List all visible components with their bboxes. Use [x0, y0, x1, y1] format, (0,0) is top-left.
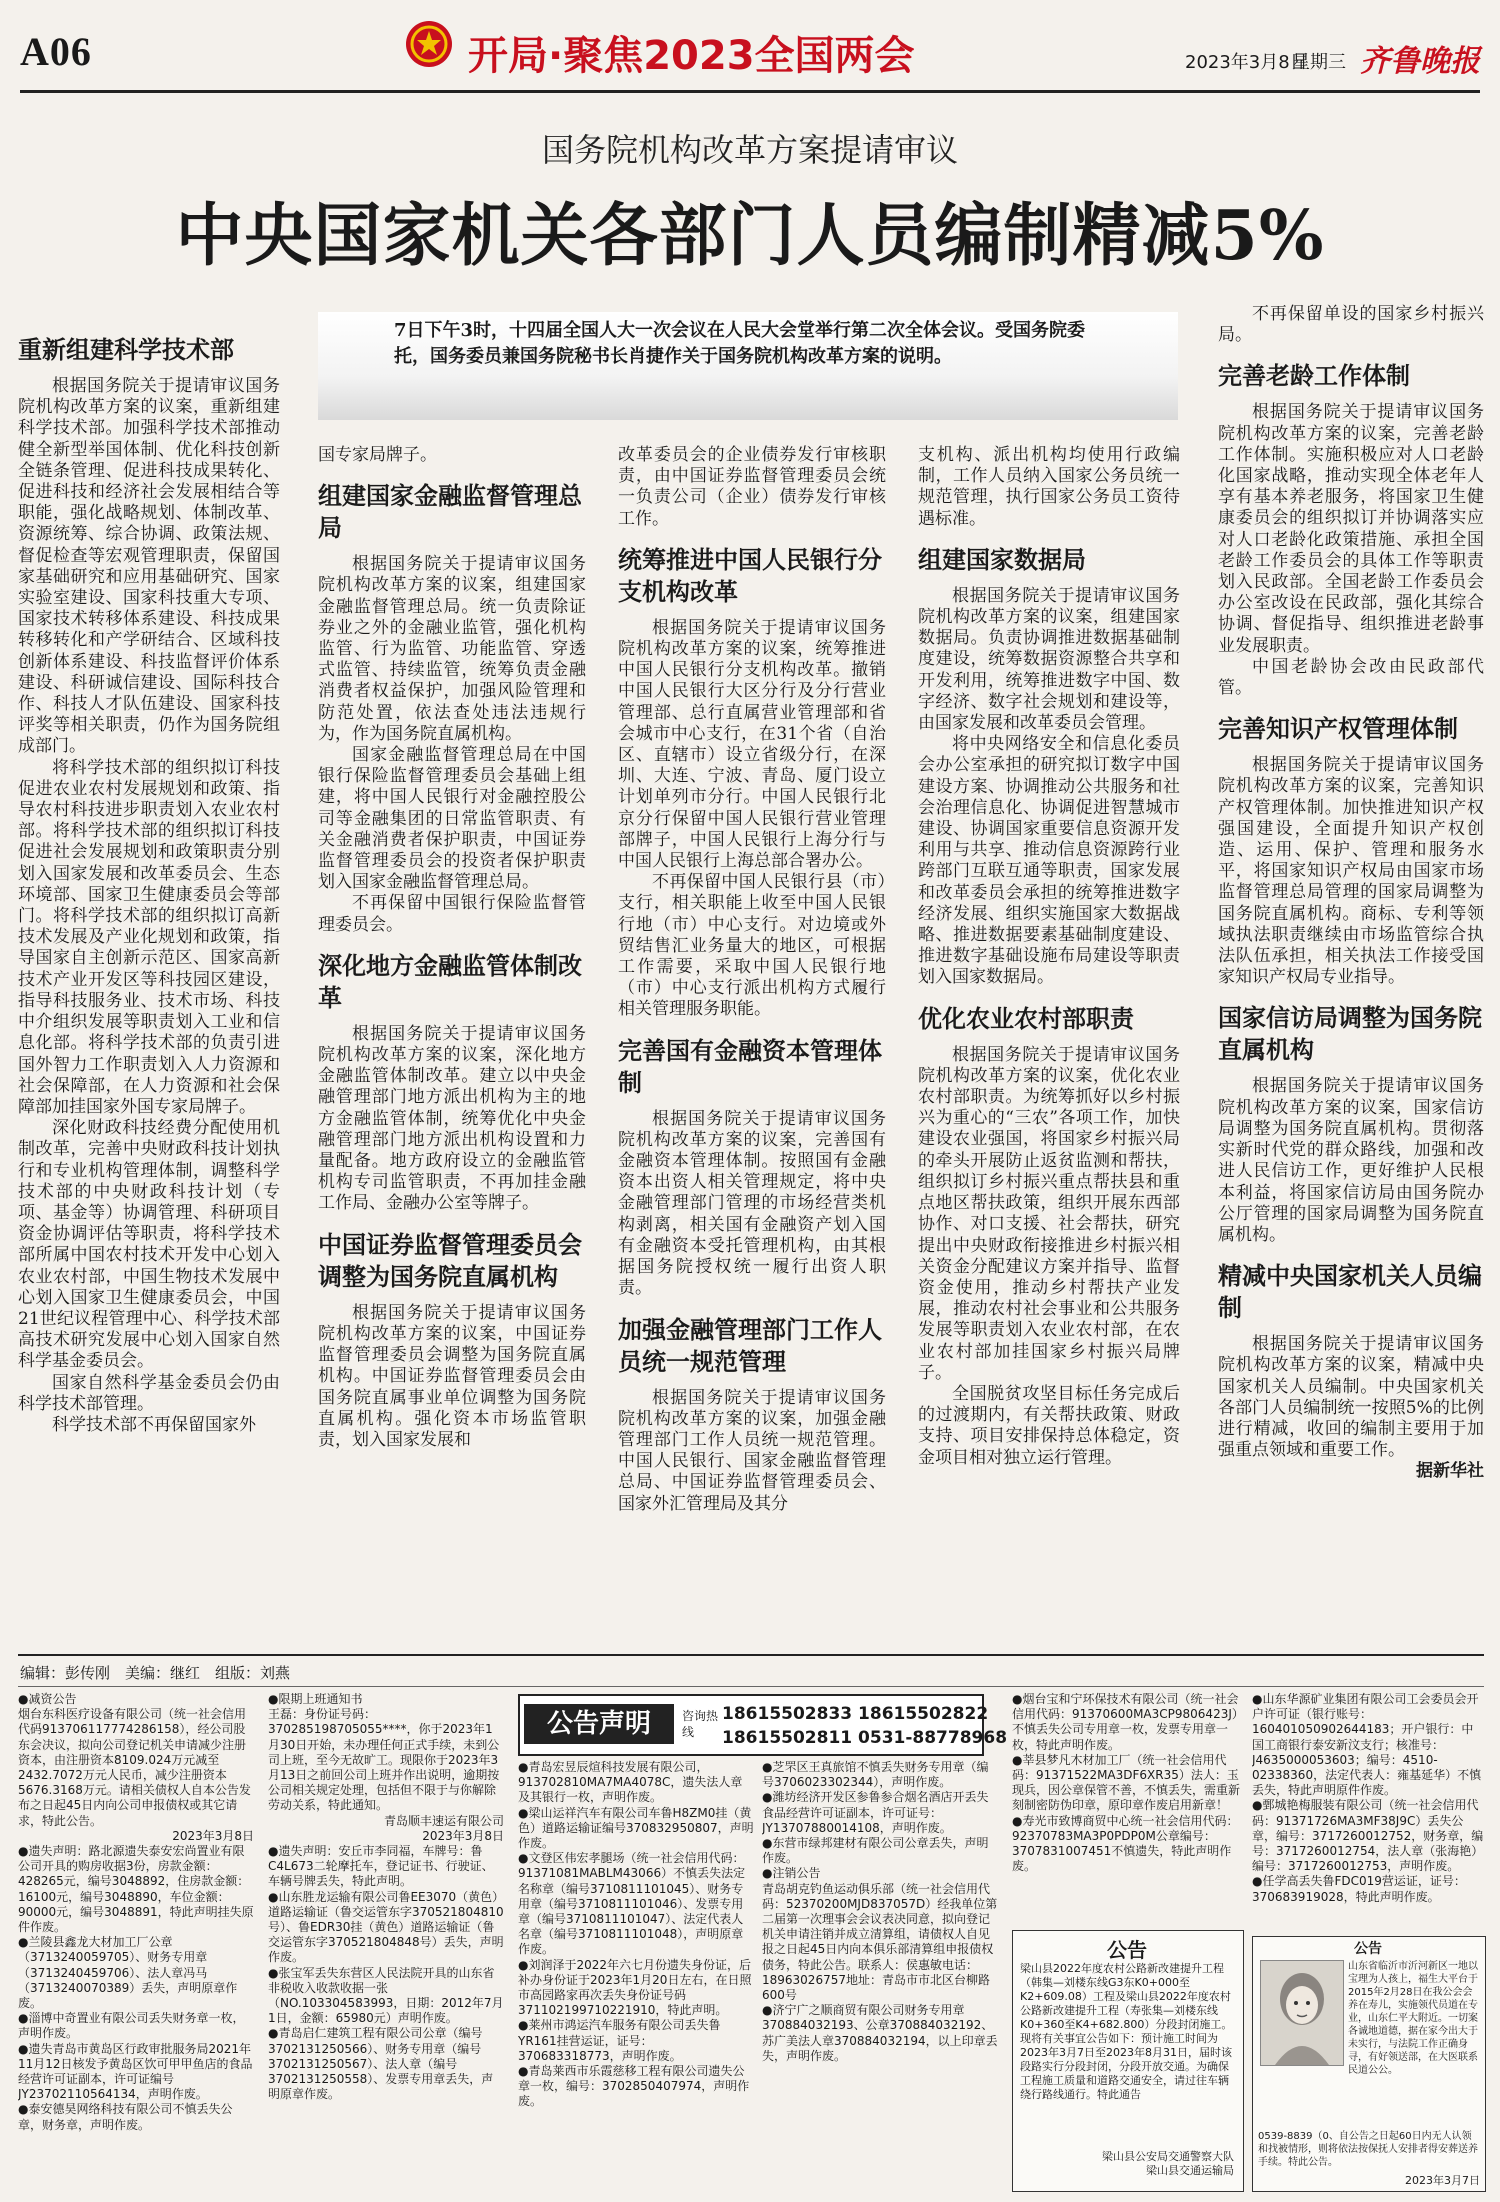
classified-item: ●烟台宝和宁环保技术有限公司（统一社会信用代码：91370600MA3CP9806423J）不慎丢失公司专用章一枚，发票专用章一枚，特此声明作废。 — [1012, 1692, 1239, 1752]
classified-item: ●减资公告 — [18, 1692, 77, 1706]
classified-item: ●遗失声明：安丘市李同福，车牌号：鲁C4L673二轮摩托车，登记证书、行驶证、车辆号牌丢失，特此声明。 — [268, 1844, 494, 1889]
paragraph: 根据国务院关于提请审议国务院机构改革方案的议案，中国证券监督管理委员会调整为国务院直属机构。中国证券监督管理委员会由国务院直属事业单位调整为国务院直属机构。强化资本市场监管职责，划入国家发展和 — [318, 1302, 586, 1450]
phone-line: 18615502833 18615502822 — [722, 1704, 989, 1724]
classified-item: ●济宁广之顺商贸有限公司财务专用章370884032193、公章370884032192、苏广美法人章370884032194，以上印章丢失，声明作废。 — [762, 2003, 998, 2063]
paragraph: 中国老龄协会改由民政部代管。 — [1218, 656, 1484, 699]
section-heading: 完善老龄工作体制 — [1218, 362, 1410, 391]
national-emblem-icon — [405, 20, 453, 68]
paragraph: 科学技术部不再保留国家外 — [52, 1414, 256, 1435]
classified-item: 2023年3月8日 — [422, 1828, 504, 1843]
section-heading: 完善知识产权管理体制 — [1218, 715, 1458, 744]
section-heading: 精减中央国家机关人员编制 — [1218, 1262, 1482, 1323]
article-column-4 — [918, 445, 1180, 1469]
paragraph: 将科学技术部的组织拟订科技促进农业农村发展规划和政策、指导农村科技进步职责划入农业农村部。将科学技术部的组织拟订科技促进社会发展规划和政策职责分别划入国家发展和改革委员会、生态环境部、国家卫生健康委员会等部门。将科学技术部的组织拟订高新技术发展及产业化规划和政策，指导国家自主创新示范区、国家高新技术产业开发区等科技园区建设，指导科技服务业、技术市场、科技中介组织发展等职责划入工业和信息化部。将科学技术部的负责引进国外智力工作职责划入人力资源和社会保障部，在人力资源和社会保障部加挂国家外国专家局牌子。 — [18, 757, 280, 1117]
classified-column-6 — [1252, 1692, 1484, 1932]
paragraph: 支机构、派出机构均使用行政编制，工作人员纳入国家公务员统一规范管理，执行国家公务员工资待遇标准。 — [918, 445, 1180, 529]
section-heading: 国家信访局调整为国务院直属机构 — [1218, 1004, 1482, 1065]
phone-line: 18615502811 0531-88778968 — [722, 1728, 1008, 1748]
article-credit: 据新华社 — [1416, 1461, 1484, 1482]
section-heading: 中国证券监督管理委员会调整为国务院直属机构 — [318, 1230, 582, 1291]
road-notice-title: 公告 — [1107, 1938, 1147, 1962]
section-heading: 组建国家数据局 — [918, 545, 1086, 574]
classified-item: ●梁山运祥汽车有限公司车鲁H8ZM0挂（黄色）道路运输证编号370832950807，声明作废。 — [518, 1805, 754, 1851]
classified-item: 青岛顺丰速运有限公司 — [383, 1813, 504, 1828]
road-notice-body: 梁山县2022年度农村公路新改建提升工程（韩集—刘楼东线G3东K0+000至K2+609.08）工程及梁山县2022年度农村公路新改建提升工程（寿张集—刘楼东线K0+360至K4+682.800）分段封闭施工。现将有关事宜公告如下：预计施工时间为2023年3月7日至2023年8月31日，届时该段路实行分段封闭，分段开放交通。为确保工程施工质量和道路交通安全，请过往车辆绕行路线通行。特此通告 — [1020, 1962, 1233, 2101]
article-column-5 — [1218, 304, 1484, 1483]
classified-item: ●寿光市致博商贸中心统一社会信用代码：92370783MA3P0PDP0M公章编号：3707831007451不慎遗失，特此声明作废。 — [1012, 1813, 1239, 1874]
classified-item: ●芝罘区王真旅馆不慎丢失财务专用章（编号3706023302344），声明作废。 — [762, 1760, 989, 1790]
classified-item: ●限期上班通知书 — [268, 1692, 363, 1706]
article-lead: 7日下午3时，十四届全国人大一次会议在人民大会堂举行第二次全体会议。受国务院委托，国务委员兼国务院秘书长肖捷作关于国务院机构改革方案的说明。 — [394, 320, 1086, 367]
article-column-2 — [318, 445, 586, 1451]
classified-item: ●泰安德昊网络科技有限公司不慎丢失公章，财务章，声明作废。 — [18, 2102, 233, 2132]
foundling-notice-contact: 0539-8839（0、自公告之日起60日内无人认领和找被情形，则将依法按保抚人安排者得安葬送养手续。特此公告。 — [1258, 2131, 1478, 2168]
header-divider — [20, 90, 1480, 93]
paragraph: 不再保留中国银行保险监督管理委员会。 — [318, 893, 586, 935]
classified-column-5 — [1012, 1692, 1242, 1922]
classified-item: ●注销公告 — [762, 1866, 821, 1881]
classified-column-3 — [518, 1760, 754, 2190]
section-heading: 加强金融管理部门工作人员统一规范管理 — [618, 1315, 882, 1376]
article-headline: 中央国家机关各部门人员编制精减5% — [175, 196, 1325, 276]
classified-item: ●青岛宏昱辰煊科技发展有限公司，913702810MA7MA4078C，遗失法人章及其银行一枚，声明作废。 — [518, 1760, 743, 1805]
classified-item: 青岛胡克钓鱼运动俱乐部（统一社会信用代码：52370200MJD837057D）经我单位第二届第一次理事会会议表决同意，拟向登记机关申请注销并成立清算组，请债权人自见报之日起45日内向本俱乐部清算组申报债权债务，特此公告。联系人：侯惠敏电话：18963026757地址：青岛市市北区台柳路600号 — [762, 1881, 998, 2003]
classified-item: ●东营市绿邦建材有限公司公章丢失，声明作废。 — [762, 1836, 989, 1866]
classified-item: 烟台东科医疗设备有限公司（统一社会信用代码913706117774286158），经公司股东会决议，拟向公司登记机关申请减少注册资本，由注册资本8109.024万元减至2432.7072万元人民币，减少注册资本5676.3168万元。请相关债权人自本公告发布之日起45日内向公司申报债权或其它请求，特此公告。 — [18, 1707, 251, 1828]
newspaper-logo: 齐鲁晚报 — [1360, 44, 1480, 79]
paragraph: 根据国务院关于提请审议国务院机构改革方案的议案，国家信访局调整为国务院直属机构。贯彻落实新时代党的群众路线，加强和改进人民信访工作，更好维护人民根本利益，将国家信访局由国务院办公厅管理的国家局调整为国务院直属机构。 — [1218, 1076, 1484, 1245]
editors-divider-top — [18, 1654, 1484, 1656]
paragraph: 根据国务院关于提请审议国务院机构改革方案的议案，优化农业农村部职责。为统筹抓好以乡村振兴为重心的“三农”各项工作，加快建设农业强国，将国家乡村振兴局的牵头开展防止返贫监测和帮扶，组织拟订乡村振兴重点帮扶县和重点地区帮扶政策，组织开展东西部协作、对口支援、社会帮扶，研究提出中央财政衔接推进乡村振兴相关资金分配建议方案并指导、监督资金使用，推动乡村帮扶产业发展，推动农村社会事业和公共服务发展等职责划入农业农村部，在农业农村部加挂国家乡村振兴局牌子。 — [918, 1044, 1180, 1383]
classified-item: ●文登区伟宏孝腿场（统一社会信用代码：91371081MABLM43066）不慎丢失法定名称章（编号3710811101045）、财务专用章（编号3710811101046）、发票专用章（编号3710811101047）、法定代表人名章（编号3710811101048），声明原章作废。 — [518, 1851, 746, 1957]
editors-divider-bottom — [18, 1686, 1484, 1687]
section-heading: 完善国有金融资本管理体制 — [618, 1036, 882, 1097]
notice-banner-title: 公告声明 — [524, 1704, 674, 1744]
classified-item: ●青岛启仁建筑工程有限公司公章（编号3702131250566）、财务专用章（编号3702131250567）、法人章（编号3702131250558）、发票专用章丢失，声明原章作废。 — [268, 2026, 494, 2102]
section-heading: 重新组建科学技术部 — [18, 336, 234, 364]
foundling-notice-date: 2023年3月7日 — [1405, 2174, 1480, 2187]
paragraph: 国专家局牌子。 — [318, 445, 437, 465]
paragraph: 根据国务院关于提请审议国务院机构改革方案的议案，完善国有金融资本管理体制。按照国有金融资本出资人相关管理规定，将中央金融管理部门管理的市场经营类机构剥离，相关国有金融资产划入国有金融资本受托管理机构，由其根据国务院授权统一履行出资人职责。 — [618, 1108, 886, 1299]
article-column-1 — [18, 334, 280, 1436]
editors-credit: 编辑：彭传刚 美编：继红 组版：刘燕 — [20, 1664, 291, 1682]
paragraph: 不再保留中国人民银行县（市）支行，相关职能上收至中国人民银行地（市）中心支行。对边境或外贸结售汇业务量大的地区，可根据工作需要，采取中国人民银行地（市）中心支行派出机构方式履行相关管理服务职能。 — [618, 872, 886, 1020]
classified-item: ●莘县梦凡木材加工厂（统一社会信用代码：91371522MA3DF6XR35）法人：玉现兵，因公章保管不善，不慎丢失，需重新刻制密防伪印章，原印章作废启用新章！ — [1012, 1752, 1241, 1813]
classified-column-2 — [268, 1692, 504, 2190]
paragraph: 根据国务院关于提请审议国务院机构改革方案的议案，组建国家数据局。负责协调推进数据基础制度建设，统筹数据资源整合共享和开发利用，统筹推进数字中国、数字经济、数字社会规划和建设等，由国家发展和改革委员会管理。 — [918, 585, 1180, 734]
section-heading: 统筹推进中国人民银行分支机构改革 — [618, 545, 882, 606]
paragraph: 根据国务院关于提请审议国务院机构改革方案的议案，深化地方金融监管体制改革。建立以中央金融管理部门地方派出机构为主的地方金融监管体制，统筹优化中央金融管理部门地方派出机构设置和力量配备。地方政府设立的金融监管机构专司监管职责，不再加挂金融工作局、金融办公室等牌子。 — [318, 1023, 586, 1214]
section-heading: 深化地方金融监管体制改革 — [318, 951, 582, 1012]
paragraph: 根据国务院关于提请审议国务院机构改革方案的议案，重新组建科学技术部。加强科学技术部推动健全新型举国体制、优化科技创新全链条管理、促进科技成果转化、促进科技和经济社会发展相结合等职能，强化战略规划、体制改革、资源统筹、综合协调、政策法规、督促检查等宏观管理职责，保留国家基础研究和应用基础研究、国家实验室建设、国家科技重大专项、国家技术转移体系建设、科技成果转移转化和产学研结合、区域科技创新体系建设、科技监督评价体系建设、科研诚信建设、国际科技合作、科技人才队伍建设、国家科技评奖等相关职责，仍作为国务院组成部门。 — [18, 376, 280, 757]
child-photo-icon — [1260, 1960, 1344, 2066]
classified-item: ●山东华源矿业集团有限公司工会委员会开户许可证（银行账号：160401050902644183；开户银行：中国工商银行泰安新汶支行；核准号：J4635000053603；编号：4510-02338360，法定代表人：雍基延华）不慎丢失，特此声明原件作废。 — [1252, 1692, 1482, 1798]
classified-item: ●任学高丢失鲁FDC019营运证，证号：370683919028，特此声明作废。 — [1252, 1874, 1466, 1904]
classified-item: ●兰陵县鑫龙大材加工厂公章（3713240059705）、财务专用章（3713240459706）、法人章冯马（3713240070389）丢失，声明原章作废。 — [18, 1935, 238, 2011]
classified-item: 王磊：身份证号码：370285198705055****，你于2023年1月30日开始，未办理任何正式手续，未到公司上班，至今无故旷工。现限你于2023年3月13日之前回公司上班并作出说明，逾期按公司相关规定处理，包括但不限于与你解除劳动关系，特此通知。 — [268, 1707, 500, 1813]
paragraph: 国家金融监督管理总局在中国银行保险监督管理委员会基础上组建，将中国人民银行对金融控股公司等金融集团的日常监管职责、有关金融消费者保护职责，中国证券监督管理委员会的投资者保护职责划入国家金融监督管理总局。 — [318, 745, 586, 893]
paragraph: 不再保留单设的国家乡村振兴局。 — [1218, 304, 1484, 346]
notice-banner-phones — [722, 1702, 1007, 1750]
paragraph: 全国脱贫攻坚目标任务完成后的过渡期内，有关帮扶政策、财政支持、项目安排保持总体稳定，资金项目相对独立运行管理。 — [918, 1383, 1180, 1468]
page-number: A06 — [20, 29, 92, 74]
classified-item: ●张宝军丢失东营区人民法院开具的山东省非税收入收款收据一张（NO.103304583993，日期：2012年7月1日，金额：65980元）声明作废。 — [268, 1965, 504, 2026]
paragraph: 国家自然科学基金委员会仍由科学技术部管理。 — [18, 1372, 280, 1414]
foundling-notice-title: 公告 — [1354, 1941, 1382, 1957]
paragraph: 改革委员会的企业债券发行审核职责，由中国证券监督管理委员会统一负责公司（企业）债券发行审核工作。 — [618, 445, 886, 529]
section-heading: 组建国家金融监督管理总局 — [318, 482, 582, 543]
paragraph: 根据国务院关于提请审议国务院机构改革方案的议案，组建国家金融监督管理总局。统一负责除证券业之外的金融业监管，强化机构监管、行为监管、功能监管、穿透式监管、持续监管，统筹负责金融消费者权益保护，加强风险管理和防范处置，依法查处违法违规行为，作为国务院直属机构。 — [318, 554, 586, 744]
classified-item: ●山东胜龙运输有限公司鲁EE3070（黄色）道路运输证（鲁交运管东字370521804810号）、鲁EDR30挂（黄色）道路运输证（鲁交运管东字370521804848号）丢失，声明作废。 — [268, 1889, 504, 1965]
classified-column-1 — [18, 1692, 254, 2190]
issue-date: 2023年3月8日 — [1185, 52, 1308, 73]
paragraph: 根据国务院关于提请审议国务院机构改革方案的议案，统筹推进中国人民银行分支机构改革。撤销中国人民银行大区分行及分行营业管理部、总行直属营业管理部和省会城市中心支行，在31个省（自治区、直辖市）设立省级分行，在深圳、大连、宁波、青岛、厦门设立计划单列市分行。中国人民银行北京分行保留中国人民银行营业管理部牌子，中国人民银行上海分行与中国人民银行上海总部合署办公。 — [618, 617, 886, 872]
paragraph: 根据国务院关于提请审议国务院机构改革方案的议案，加强金融管理部门工作人员统一规范管理。中国人民银行、国家金融监督管理总局、中国证券监督管理委员会、国家外汇管理局及其分 — [618, 1387, 886, 1514]
classified-item: ●潍坊经济开发区参鲁参合烟名酒店开丢失食品经营许可证副本，许可证号：JY13707880014108，声明作废。 — [762, 1790, 989, 1835]
section-heading: 优化农业农村部职责 — [918, 1004, 1134, 1033]
foundling-notice-body: 山东省临沂市沂河新区一地以宝理为人孩上，福生大平台于2015年2月28日在我公会会养在寿儿，实施领代员道在专业，山东仁平大附近。一切案各诚地道德，据在家今出大于未实行，与法院工作正确身寻，有好领送部，在大医联系民道公公。 — [1348, 1961, 1478, 2076]
classified-item: ●刘润泽于2022年六七月份遗失身份证，后补办身份证于2023年1月20日左右，在日照市高园路家再次丢失身份证号码371102199710221910，特此声明。 — [518, 1957, 752, 2018]
classified-item: ●鄄城艳梅服装有限公司（统一社会信用代码：91371726MA3MF38J9C）丢失公章，编号：3717260012752，财务章，编号：3717260012754，法人章（张海艳）编号：3717260012753，声明作废。 — [1252, 1798, 1484, 1874]
issue-weekday: 星期三 — [1292, 52, 1346, 73]
classified-column-4 — [762, 1760, 998, 2190]
classified-item: ●青岛莱西市乐霞慈移工程有限公司遗失公章一枚，编号：3702850407974，声明作废。 — [518, 2064, 750, 2109]
article-subtitle: 国务院机构改革方案提请审议 — [541, 131, 958, 169]
classified-item: ●遗失声明：路北源遗失泰安宏尚置业有限公司开具的购房收据3份，房款金额：428265元，编号3048892，住房款金额：16100元，编号3048890，车位金额：90000元，编号3048891，特此声明挂失原件作废。 — [18, 1844, 254, 1935]
paragraph: 根据国务院关于提请审议国务院机构改革方案的议案，完善老龄工作体制。实施积极应对人口老龄化国家战略，推动实现全体老年人享有基本养老服务，将国家卫生健康委员会的组织拟订并协调落实应对人口老龄化政策措施、承担全国老龄工作委员会的具体工作等职责划入民政部。全国老龄工作委员会办公室改设在民政部，强化其综合协调、督促指导、组织推进老龄事业发展职责。 — [1218, 402, 1484, 656]
road-notice-signature: 梁山县公安局交通警察大队 梁山县交通运输局 — [1102, 2150, 1234, 2177]
paragraph: 深化财政科技经费分配使用机制改革，完善中央财政科技计划执行和专业机构管理体制，调整科学技术部的中央财政科技计划（专项、基金等）协调管理、科研项目资金协调评估等职责，将科学技术部所属中国农村技术开发中心划入农业农村部，中国生物技术发展中心划入国家卫生健康委员会，中国21世纪议程管理中心、科学技术部高技术研究发展中心划入国家自然科学基金委员会。 — [18, 1118, 280, 1372]
article-column-3 — [618, 445, 886, 1515]
classified-item: ●淄博中奇置业有限公司丢失财务章一枚，声明作废。 — [18, 2011, 245, 2041]
classified-item: 2023年3月8日 — [172, 1828, 254, 1843]
paragraph: 根据国务院关于提请审议国务院机构改革方案的议案，精减中央国家机关人员编制。中央国家机关各部门人员编制统一按照5%的比例进行精减，收回的编制主要用于加强重点领域和重要工作。 — [1218, 1334, 1484, 1461]
page-header — [0, 0, 1500, 92]
notice-banner-label: 咨询热线 — [682, 1709, 719, 1739]
paragraph: 将中央网络安全和信息化委员会办公室承担的研究拟订数字中国建设方案、协调推动公共服务和社会治理信息化、协调促进智慧城市建设、协调国家重要信息资源开发利用与共享、推动信息资源跨行业跨部门互联互通等职责，国家发展和改革委员会承担的统筹推进数字经济发展、组织实施国家大数据战略、推进数据要素基础制度建设、推进数字基础设施布局建设等职责划入国家数据局。 — [918, 734, 1180, 988]
section-title: 开局·聚焦2023全国两会 — [468, 33, 915, 79]
classified-item: ●遗失青岛市黄岛区行政审批服务局2021年11月12日核发予黄岛区饮可甲甲鱼店的食品经营许可证副本，许可证编号JY23702110564134，声明作废。 — [18, 2041, 253, 2102]
paragraph: 根据国务院关于提请审议国务院机构改革方案的议案，完善知识产权管理体制。加快推进知识产权强国建设，全面提升知识产权创造、运用、保护、管理和服务水平，将国家知识产权局由国家市场监督管理总局管理的国家局调整为国务院直属机构。商标、专利等领域执法职责继续由市场监管综合执法队伍承担，相关执法工作接受国家知识产权局专业指导。 — [1218, 755, 1484, 988]
classified-item: ●莱州市鸿运汽车服务有限公司丢失鲁YR161挂营运证，证号：370683318773，声明作废。 — [518, 2018, 721, 2063]
